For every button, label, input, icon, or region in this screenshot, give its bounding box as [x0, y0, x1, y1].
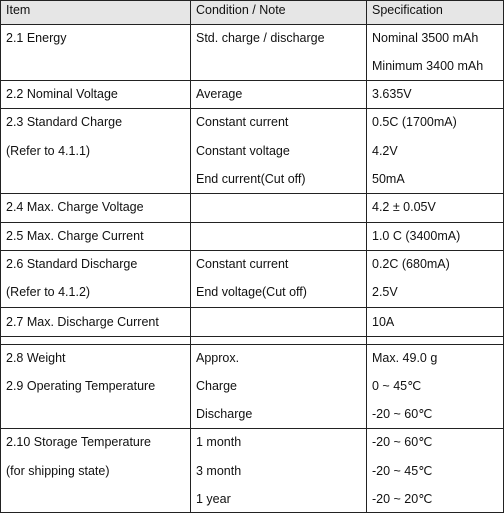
condition-text: Charge: [196, 379, 237, 393]
item-text: 2.6 Standard Discharge: [6, 257, 138, 271]
condition-text: Average: [196, 87, 243, 101]
item-text: 2.8 Weight: [6, 351, 66, 365]
item-text: (Refer to 4.1.1): [6, 143, 91, 158]
column-divider: [190, 0, 191, 512]
spec-text: 3.635V: [372, 87, 412, 101]
header-condition: Condition / Note: [196, 3, 286, 17]
spec-text: Max. 49.0 g: [372, 351, 438, 365]
row-divider: [0, 250, 504, 251]
row-divider: [0, 344, 504, 345]
item-text: 2.4 Max. Charge Voltage: [6, 200, 144, 214]
condition-text: Std. charge / discharge: [196, 31, 325, 45]
spec-text: 1.0 C (3400mA): [372, 229, 461, 243]
spec-text: Minimum 3400 mAh: [372, 59, 484, 73]
row-divider: [0, 222, 504, 223]
condition-text: Approx.: [196, 351, 240, 365]
header-item: Item: [6, 3, 31, 17]
row-divider: [0, 428, 504, 429]
item-text: (for shipping state): [6, 463, 110, 478]
spec-text: -20 ~ 60℃: [372, 407, 433, 421]
column-divider: [366, 0, 367, 512]
condition-text: 3 month: [196, 463, 242, 478]
table-top-border: [0, 0, 504, 1]
spec-text: 0.5C (1700mA): [372, 115, 457, 129]
condition-text: Constant current: [196, 257, 289, 271]
spec-text: -20 ~ 45℃: [372, 463, 433, 478]
spec-text: 4.2V: [372, 143, 398, 158]
condition-text: Constant current: [196, 115, 289, 129]
spec-text: -20 ~ 20℃: [372, 492, 433, 506]
item-text: 2.9 Operating Temperature: [6, 379, 156, 393]
row-divider: [0, 193, 504, 194]
spec-text: -20 ~ 60℃: [372, 435, 433, 449]
spec-text: 10A: [372, 315, 395, 329]
item-text: 2.10 Storage Temperature: [6, 435, 152, 449]
spec-text: Nominal 3500 mAh: [372, 31, 479, 45]
condition-text: Discharge: [196, 407, 253, 421]
condition-text: Constant voltage: [196, 143, 290, 158]
column-divider: [0, 0, 1, 512]
item-text: 2.7 Max. Discharge Current: [6, 315, 159, 329]
row-divider: [0, 24, 504, 25]
item-text: 2.3 Standard Charge: [6, 115, 123, 129]
spec-text: 0.2C (680mA): [372, 257, 450, 271]
item-text: 2.1 Energy: [6, 31, 67, 45]
item-text: 2.5 Max. Charge Current: [6, 229, 144, 243]
row-divider: [0, 108, 504, 109]
condition-text: End voltage(Cut off): [196, 285, 307, 299]
item-text: 2.2 Nominal Voltage: [6, 87, 118, 101]
condition-text: 1 year: [196, 492, 231, 506]
row-divider: [0, 80, 504, 81]
condition-text: 1 month: [196, 435, 242, 449]
row-divider: [0, 307, 504, 308]
spec-text: 4.2 ± 0.05V: [372, 200, 436, 214]
spec-text: 2.5V: [372, 285, 398, 299]
item-text: (Refer to 4.1.2): [6, 285, 91, 299]
spec-text: 0 ~ 45℃: [372, 379, 422, 393]
condition-text: End current(Cut off): [196, 172, 306, 186]
spec-text: 50mA: [372, 172, 405, 186]
header-specification: Specification: [372, 3, 443, 17]
row-divider: [0, 336, 504, 337]
